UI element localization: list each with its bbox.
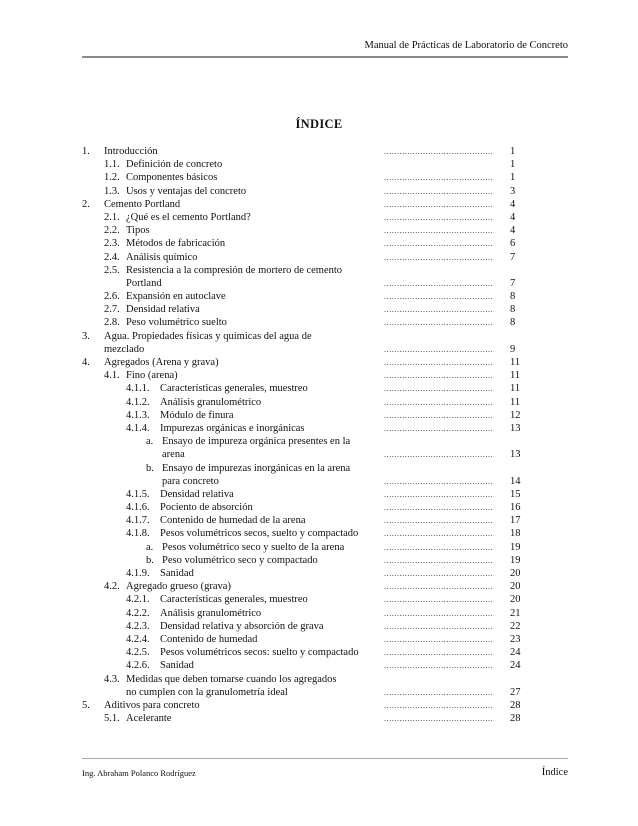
toc-entry [82, 633, 532, 646]
footer-section: Índice [541, 767, 568, 778]
toc-entry-title: Definición de concreto [126, 159, 223, 171]
toc-entry-title: Métodos de fabricación [126, 238, 226, 250]
toc-entry-title: Usos y ventajas del concreto [126, 185, 247, 197]
toc-entry [82, 158, 532, 171]
toc-entry-title: ¿Qué es el cemento Portland? [126, 211, 251, 223]
toc-entry [82, 316, 532, 329]
toc-entry-title: Expansión en autoclave [126, 291, 226, 303]
toc-entry [82, 409, 532, 422]
toc-page-number: 12 [510, 409, 521, 421]
header-rule [82, 56, 568, 58]
running-header: Manual de Prácticas de Laboratorio de Concreto [364, 40, 568, 51]
page-title: ÍNDICE [295, 117, 343, 131]
toc-entry-number: 4.1.8. [126, 528, 150, 540]
toc-entry-title: Pesos volumétricos secos, suelto y compactado [160, 528, 359, 540]
toc-dot-leader: .......................................... [384, 226, 494, 236]
toc-entry [82, 396, 532, 409]
toc-page-number: 28 [510, 713, 521, 725]
toc-entry-title: Peso volumétrico suelto [126, 317, 227, 329]
toc-entry-number: 2.8. [104, 317, 120, 329]
toc-entry [82, 593, 532, 606]
toc-entry-number: 1.1. [104, 159, 120, 171]
toc-entry [82, 686, 532, 699]
toc-entry-title: Sanidad [160, 660, 194, 672]
toc-dot-leader: .......................................... [384, 423, 494, 433]
toc-entry [82, 356, 532, 369]
toc-entry-title: Acelerante [126, 713, 172, 725]
toc-entry-number: 2.4. [104, 251, 120, 263]
toc-page-number: 13 [510, 422, 521, 434]
toc-entry-title: Características generales, muestreo [160, 594, 308, 606]
toc-entry-title: Agregado grueso (grava) [126, 581, 231, 593]
toc-entry-title: Portland [126, 277, 162, 289]
toc-entry [82, 224, 532, 237]
toc-entry [82, 567, 532, 580]
toc-page-number: 7 [510, 277, 516, 289]
toc-entry [82, 171, 532, 184]
toc-entry [82, 673, 532, 686]
toc-entry-number: a. [146, 436, 154, 448]
toc-entry-number: 1.3. [104, 185, 120, 197]
toc-entry-number: 2.2. [104, 225, 120, 237]
toc-entry-number: 4.1.1. [126, 383, 150, 395]
toc-entry [82, 303, 532, 316]
toc-entry-number: 3. [82, 330, 90, 342]
toc-entry [82, 488, 532, 501]
toc-entry-number: 4.1.9. [126, 568, 150, 579]
toc-page-number: 22 [510, 620, 521, 632]
toc-entry-number: 4.1.7. [126, 515, 150, 527]
toc-dot-leader: .......................................... [384, 542, 494, 552]
toc-page-number: 20 [510, 581, 521, 593]
toc-entry [82, 185, 532, 198]
toc-page-number: 28 [510, 699, 521, 711]
toc-entry [82, 330, 532, 343]
toc-dot-leader: .......................................... [384, 305, 494, 315]
toc-entry-title: Componentes básicos [126, 172, 218, 184]
toc-dot-leader: .......................................... [384, 608, 494, 618]
toc-dot-leader: .......................................... [384, 595, 494, 605]
toc-entry-title: Características generales, muestreo [160, 383, 308, 395]
toc-entry-title: mezclado [104, 343, 145, 355]
toc-entry [82, 475, 532, 488]
toc-page-number: 8 [510, 304, 516, 316]
toc-dot-leader: .......................................... [384, 199, 494, 209]
toc-entry-number: 4.1.4. [126, 422, 150, 434]
toc-entry-number: 4.1.6. [126, 502, 150, 514]
toc-entry [82, 646, 532, 659]
toc-entry-title: Análisis químico [126, 251, 198, 263]
toc-entry-number: 2.3. [104, 238, 120, 250]
toc-entry-number: 4. [82, 357, 90, 368]
toc-entry [82, 462, 532, 475]
toc-page-number: 13 [510, 449, 521, 461]
toc-dot-leader: .......................................... [384, 358, 494, 367]
toc-entry [82, 211, 532, 224]
toc-dot-leader: .......................................... [384, 555, 494, 565]
toc-entry-title: Impurezas orgánicas e inorgánicas [160, 422, 305, 434]
toc-dot-leader: .......................................... [384, 529, 494, 539]
toc-entry-title: Contenido de humedad [160, 633, 258, 645]
toc-page-number: 14 [510, 475, 521, 487]
toc-entry [82, 277, 532, 290]
toc-entry-number: 4.2.5. [126, 647, 150, 659]
toc-page-number: 8 [510, 317, 516, 329]
toc-entry-title: Peso volumétrico seco y compactado [162, 554, 318, 566]
toc-entry-title: Pesos volumétrico seco y suelto de la arena [162, 541, 345, 553]
toc-page-number: 11 [510, 370, 521, 382]
toc-dot-leader: .......................................... [384, 186, 494, 196]
toc-entry-title: Sanidad [160, 568, 194, 579]
toc-page-number: 1 [510, 146, 516, 157]
toc-entry-title: arena [162, 449, 185, 461]
toc-entry-title: para concreto [162, 475, 219, 487]
toc-dot-leader: .......................................... [384, 661, 494, 671]
toc-entry-number: 5.1. [104, 713, 120, 725]
toc-dot-leader: .......................................... [384, 450, 494, 460]
toc-page-number: 7 [510, 251, 516, 263]
toc-page-number: 24 [510, 660, 521, 672]
toc-dot-leader: .......................................... [384, 489, 494, 499]
toc-dot-leader: .......................................... [384, 621, 494, 631]
toc-entry [82, 290, 532, 303]
toc-entry-number: 2.1. [104, 211, 120, 223]
toc-entry-number: 2.7. [104, 304, 120, 316]
toc-entry-number: 2.6. [104, 291, 120, 303]
toc-entry-title: Densidad relativa [126, 304, 200, 316]
toc-entry-title: Medidas que deben tomarse cuando los agregados [126, 673, 337, 685]
toc-page-number: 24 [510, 647, 521, 659]
toc-entry-number: 1. [82, 146, 90, 157]
toc-entry [82, 343, 532, 356]
toc-page-number: 11 [510, 357, 521, 368]
toc-entry-number: 4.2.4. [126, 633, 150, 645]
toc-entry-title: Fino (arena) [126, 370, 178, 382]
toc-page-number: 4 [510, 211, 516, 223]
toc-dot-leader: .......................................... [384, 397, 494, 407]
toc-page-number: 11 [510, 396, 521, 408]
toc-entry [82, 369, 532, 382]
toc-entry-number: 4.1.5. [126, 488, 150, 500]
toc-entry-number: 4.2.2. [126, 607, 150, 619]
toc-entry-number: 2.5. [104, 264, 120, 276]
toc-dot-leader: .......................................... [384, 344, 494, 354]
toc-dot-leader: .......................................... [384, 648, 494, 658]
toc-entry-title: Análisis granulométrico [160, 607, 262, 619]
toc-entry [82, 382, 532, 395]
toc-page-number: 23 [510, 633, 521, 645]
toc-dot-leader: .......................................... [384, 384, 494, 394]
footer-author: Ing. Abraham Polanco Rodríguez [82, 768, 196, 778]
toc-entry-title: Cemento Portland [104, 198, 181, 210]
toc-entry-title: Contenido de humedad de la arena [160, 515, 306, 527]
toc-entry-title: Ensayo de impurezas inorgánicas en la arena [162, 462, 351, 474]
toc-page-number: 8 [510, 291, 516, 303]
toc-entry-number: a. [146, 541, 154, 553]
toc-entry [82, 712, 532, 725]
toc-entry-number: 2. [82, 198, 90, 210]
toc-entry [82, 237, 532, 250]
toc-page-number: 21 [510, 607, 521, 619]
toc-entry [82, 264, 532, 277]
toc-entry-number: 5. [82, 699, 90, 711]
toc-page-number: 4 [510, 225, 516, 237]
toc-entry-title: Módulo de finura [160, 409, 234, 421]
toc-entry [82, 501, 532, 514]
toc-entry-title: Pesos volumétricos secos: suelto y compactado [160, 647, 359, 659]
toc-page-number: 17 [510, 515, 521, 527]
toc-entry-title: Pociento de absorción [160, 502, 253, 514]
toc-dot-leader: .......................................... [384, 292, 494, 302]
toc-entry-number: 4.1.3. [126, 409, 150, 421]
toc-dot-leader: .......................................... [384, 252, 494, 262]
toc-entry-title: Introducción [104, 146, 158, 157]
toc-dot-leader: .......................................... [384, 503, 494, 513]
toc-entry-number: b. [146, 554, 154, 566]
toc-entry-number: 4.1.2. [126, 396, 150, 408]
toc-page-number: 19 [510, 541, 521, 553]
toc-dot-leader: .......................................... [384, 239, 494, 249]
toc-entry [82, 659, 532, 672]
table-of-contents [82, 145, 532, 725]
toc-page-number: 27 [510, 686, 521, 698]
toc-dot-leader: .......................................... [384, 714, 494, 724]
toc-entry [82, 448, 532, 461]
toc-entry-number: 4.2.6. [126, 660, 150, 672]
toc-dot-leader: .......................................... [384, 173, 494, 183]
toc-entry-title: Aditivos para concreto [104, 699, 200, 711]
toc-dot-leader: .......................................... [384, 687, 494, 697]
toc-entry-number: 1.2. [104, 172, 120, 184]
toc-page-number: 16 [510, 502, 521, 514]
toc-dot-leader: .......................................... [384, 371, 494, 381]
toc-entry-title: Agua. Propiedades físicas y químicas del agua de [104, 330, 312, 342]
toc-entry [82, 699, 532, 712]
toc-entry-title: Densidad relativa y absorción de grava [160, 620, 324, 632]
toc-dot-leader: .......................................... [384, 634, 494, 644]
toc-dot-leader: .......................................... [384, 212, 494, 222]
toc-dot-leader: .......................................... [384, 700, 494, 710]
toc-entry-number: 4.2. [104, 581, 120, 593]
toc-dot-leader: .......................................... [384, 318, 494, 328]
toc-page-number: 1 [510, 159, 516, 171]
toc-entry-title: no cumplen con la granulometría ideal [126, 686, 288, 698]
toc-entry-number: 4.3. [104, 673, 120, 685]
toc-page-number: 11 [510, 383, 521, 395]
toc-entry [82, 620, 532, 633]
toc-entry [82, 251, 532, 264]
toc-entry [82, 435, 532, 448]
toc-page-number: 6 [510, 238, 516, 250]
toc-entry [82, 514, 532, 527]
toc-entry-title: Agregados (Arena y grava) [104, 357, 219, 368]
toc-page-number: 19 [510, 554, 521, 566]
toc-entry [82, 554, 532, 567]
toc-dot-leader: .......................................... [384, 516, 494, 526]
toc-page-number: 20 [510, 594, 521, 606]
toc-entry-title: Ensayo de impureza orgánica presentes en la [162, 436, 351, 448]
toc-dot-leader: .......................................... [384, 410, 494, 420]
toc-page-number: 15 [510, 488, 521, 500]
toc-entry-title: Resistencia a la compresión de mortero de cemento [126, 264, 343, 276]
toc-entry-number: 4.2.1. [126, 594, 150, 606]
toc-entry-title: Análisis granulométrico [160, 396, 262, 408]
toc-dot-leader: .......................................... [384, 569, 494, 578]
toc-entry [82, 145, 532, 158]
toc-entry-number: 4.2.3. [126, 620, 150, 632]
toc-entry [82, 580, 532, 593]
toc-entry-title: Tipos [126, 225, 150, 237]
toc-entry [82, 198, 532, 211]
toc-page-number: 18 [510, 528, 521, 540]
toc-page-number: 4 [510, 198, 516, 210]
toc-entry [82, 541, 532, 554]
toc-entry [82, 607, 532, 620]
toc-dot-leader: .......................................... [384, 278, 494, 288]
toc-dot-leader: .......................................... [384, 582, 494, 592]
toc-dot-leader: .......................................... [384, 476, 494, 486]
toc-page-number: 9 [510, 343, 516, 355]
toc-page-number: 20 [510, 568, 521, 579]
toc-entry-number: 4.1. [104, 370, 120, 382]
footer-rule [82, 758, 568, 759]
toc-entry-title: Densidad relativa [160, 488, 234, 500]
toc-entry [82, 422, 532, 435]
toc-page-number: 1 [510, 172, 516, 184]
toc-entry [82, 527, 532, 540]
toc-page-number: 3 [510, 185, 516, 197]
toc-dot-leader: .......................................... [384, 147, 494, 156]
toc-entry-number: b. [146, 462, 154, 474]
